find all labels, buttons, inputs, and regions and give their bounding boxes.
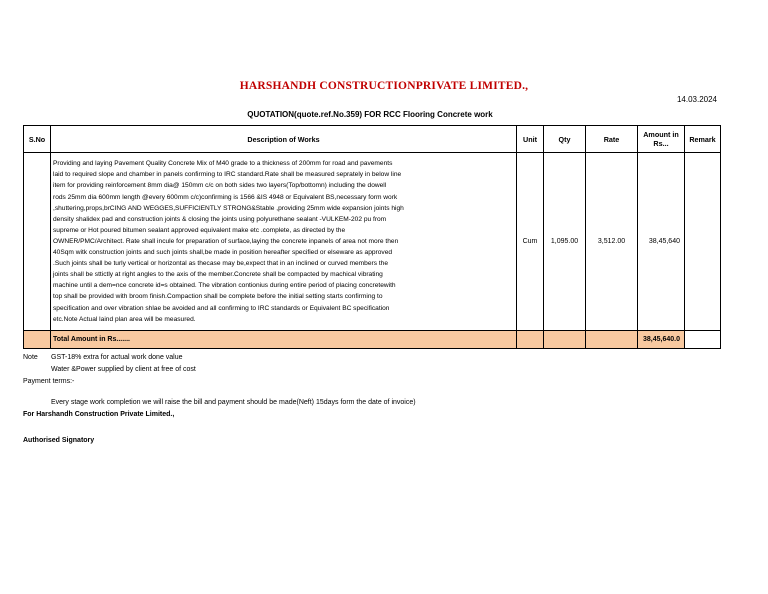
col-header-sno: S.No xyxy=(24,126,51,153)
description-line: machine until a dem=nce concrete id=s obtained. The vibration contionius during entire period of placing concretewith xyxy=(53,282,396,290)
col-header-remark: Remark xyxy=(685,126,721,153)
description-line: specification and over vibration shlae be avoided and all confirming to IRC standards or Equivalent BC specification xyxy=(53,304,390,312)
description-line: top shall be provided with broom finish.Compaction shall be complete before the initial setting starts confirming to xyxy=(53,293,383,301)
notes-label: Note xyxy=(23,354,38,361)
company-name: HARSHANDH CONSTRUCTIONPRIVATE LIMITED., xyxy=(239,80,529,92)
cell-unit: Cum xyxy=(517,153,544,331)
authorised-signatory: Authorised Signatory xyxy=(23,437,95,444)
cell-rate: 3,512.00 xyxy=(586,153,638,331)
cell-qty: 1,095.00 xyxy=(544,153,586,331)
col-header-amount: Amount in Rs... xyxy=(638,126,685,153)
description-line: supreme or Hot poured bitumen sealant approved equivalent make etc .complete, as directed by the xyxy=(53,226,346,234)
total-label: Total Amount in Rs....... xyxy=(51,331,517,349)
note-item: Water &Power supplied by client at free of cost xyxy=(51,366,196,373)
cell-remark xyxy=(685,153,721,331)
description-line: Providing and laying Pavement Quality Concrete Mix of M40 grade to a thickness of 200mm for road and pavements xyxy=(53,160,393,168)
quotation-title: QUOTATION(quote.ref.No.359) FOR RCC Flooring Concrete work xyxy=(247,110,493,119)
total-row xyxy=(24,331,721,349)
payment-terms-text: Every stage work completion we will raise the bill and payment should be made(Neft) 15days form the date of invoice) xyxy=(51,399,416,406)
total-cell-empty xyxy=(544,331,586,349)
description-line: density shalidex pad and construction joints & closing the joints using polyurethane sealant -VULKEM-202 pu from xyxy=(53,215,387,223)
payment-terms-label: Payment terms:- xyxy=(23,378,75,385)
total-cell-empty xyxy=(24,331,51,349)
description-line: OWNER/PMC/Architect. Rate shall incule for preparation of surface,laying the concrete inpanels of area not more then xyxy=(53,237,399,245)
note-item: GST-18% extra for actual work done value xyxy=(51,354,183,361)
description-line: ,shuttering,props,brCING AND WEGGES,SUFFICIENTLY STRONG&Stable ,providing 25mm wide expansion joints high xyxy=(53,204,404,212)
cell-sno xyxy=(24,153,51,331)
col-header-description: Description of Works xyxy=(51,126,517,153)
col-header-unit: Unit xyxy=(517,126,544,153)
quotation-date: 14.03.2024 xyxy=(676,95,717,104)
col-header-rate: Rate xyxy=(586,126,638,153)
description-line: joints shall be sttictly at right angles to the axis of the member.Concrete shall be compacted by machical vibrating xyxy=(53,271,383,279)
description-line: .Such joints shall be turly vertical or horizontal as thecase may be,expect that in an inclined or curved members the xyxy=(53,260,388,268)
description-line: item for providing reinforcement 8mm dia@ 150mm c/c on both sides two layers(Top/bottomn) including the dowell xyxy=(53,182,387,190)
description-line: etc.Note Actual laind plan area will be measured. xyxy=(53,315,196,323)
description-line: rods 25mm dia 600mm length @every 600mm c/c)confirming is 1566 &IS 4948 or Equivalent BS,necessary form work xyxy=(53,193,398,201)
cell-description xyxy=(51,153,517,331)
notes-section xyxy=(23,352,196,376)
table-header-row xyxy=(24,126,721,153)
cell-amount: 38,45,640 xyxy=(638,153,685,331)
description-line: 40Sqm witk construction joints and such joints shall,be made in position hereafter specified or elseware as approved xyxy=(53,249,393,257)
for-company: For Harshandh Construction Private Limited., xyxy=(23,411,175,418)
quotation-table xyxy=(23,125,721,349)
total-cell-empty xyxy=(517,331,544,349)
total-cell-empty xyxy=(685,331,721,349)
total-cell-empty xyxy=(586,331,638,349)
description-line: laid to required slope and chamber in panels confirming to IRC standard.Rate shall be measured seprately in below line xyxy=(53,171,402,179)
total-amount: 38,45,640.0 xyxy=(638,331,685,349)
col-header-qty: Qty xyxy=(544,126,586,153)
table-row xyxy=(24,153,721,331)
